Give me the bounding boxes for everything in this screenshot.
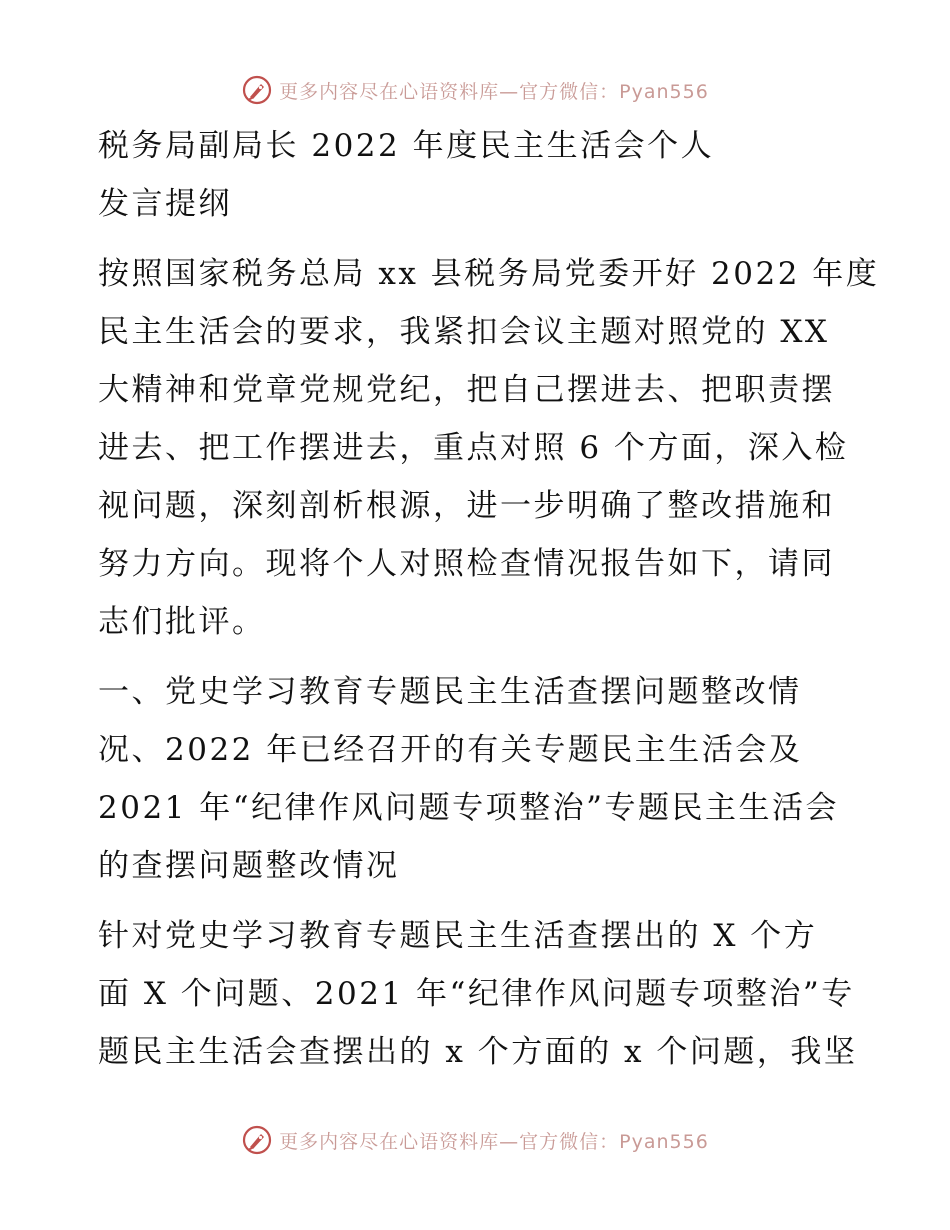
pen-nib-logo-icon xyxy=(241,1124,273,1156)
footer-watermark xyxy=(0,1120,950,1160)
section-heading-line: 的查摆问题整改情况 xyxy=(98,848,400,884)
pen-nib-logo-icon xyxy=(241,74,273,106)
section-heading-line: 一、党史学习教育专题民主生活查摆问题整改情 xyxy=(98,674,802,710)
paragraph-line: 视问题，深刻剖析根源，进一步明确了整改措施和 xyxy=(98,488,835,524)
paragraph-line: 大精神和党章党规党纪，把自己摆进去、把职责摆 xyxy=(98,372,835,408)
header-watermark xyxy=(0,70,950,110)
paragraph-line: 题民主生活会查摆出的 x 个方面的 x 个问题，我坚 xyxy=(98,1034,858,1070)
paragraph-line: 针对党史学习教育专题民主生活查摆出的 X 个方 xyxy=(98,918,818,954)
paragraph-line: 努力方向。现将个人对照检查情况报告如下，请同 xyxy=(98,546,835,582)
title-line: 发言提纲 xyxy=(98,186,232,222)
section-heading-line: 况、2022 年已经召开的有关专题民主生活会及 xyxy=(98,732,803,768)
paragraph-line: 民主生活会的要求，我紧扣会议主题对照党的 XX xyxy=(98,314,830,350)
title-line: 税务局副局长 2022 年度民主生活会个人 xyxy=(98,128,715,164)
paragraph-line: 志们批评。 xyxy=(98,604,266,640)
document-body xyxy=(98,117,880,1081)
paragraph-line: 进去、把工作摆进去，重点对照 6 个方面，深入检 xyxy=(98,430,849,466)
paragraph-line: 面 X 个问题、2021 年“纪律作风问题专项整治”专 xyxy=(98,976,855,1012)
watermark-text: 更多内容尽在心语资料库—官方微信：Pyan556 xyxy=(279,80,709,103)
section-heading-line: 2021 年“纪律作风问题专项整治”专题民主生活会 xyxy=(98,790,839,826)
paragraph-line: 按照国家税务总局 xx 县税务局党委开好 2022 年度 xyxy=(98,256,880,292)
watermark-text: 更多内容尽在心语资料库—官方微信：Pyan556 xyxy=(279,1130,709,1153)
